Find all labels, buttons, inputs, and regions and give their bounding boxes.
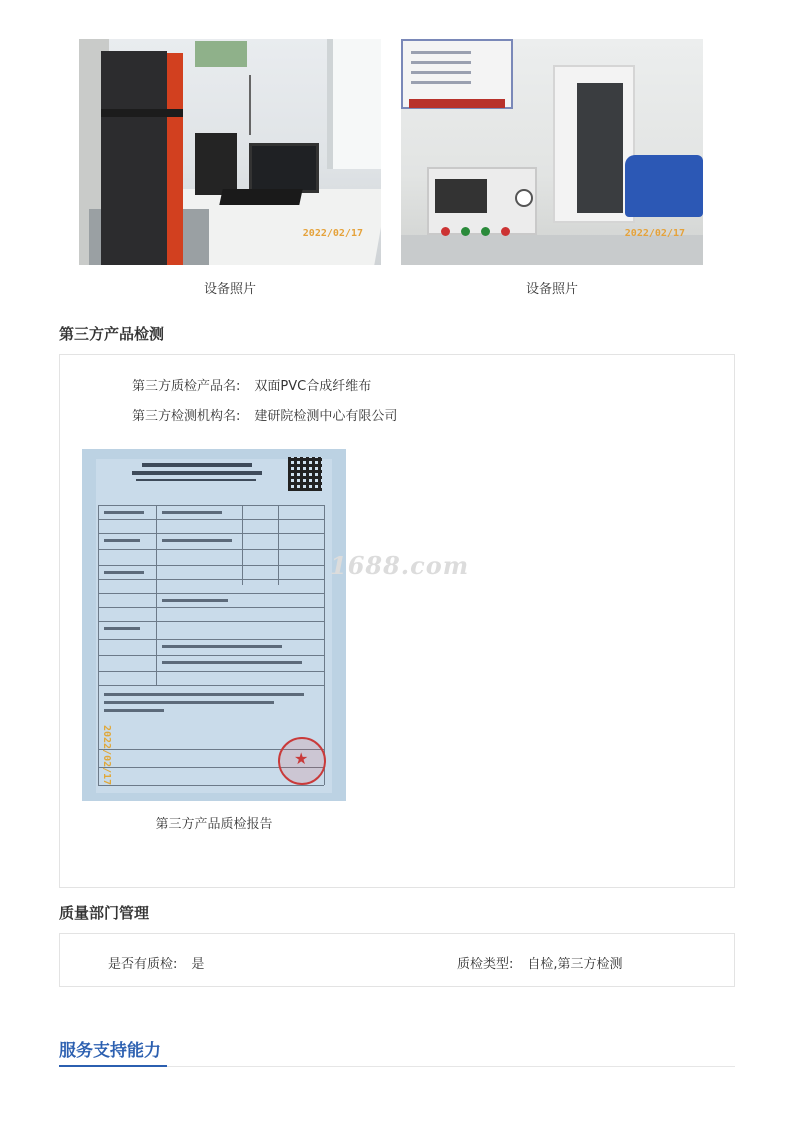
quality-section-title: 质量部门管理 (59, 904, 150, 922)
section-title-underline (59, 1065, 167, 1067)
product-name-row (132, 375, 371, 394)
service-section-title: 服务支持能力 (59, 1041, 161, 1061)
equipment-photo-row (79, 39, 703, 299)
has-qc-label: 是否有质检: (108, 957, 178, 972)
qc-type-value: 自检,第三方检测 (527, 957, 623, 972)
third-party-section-title: 第三方产品检测 (59, 325, 165, 343)
product-name-label: 第三方质检产品名: (132, 379, 241, 394)
third-party-panel (59, 354, 735, 888)
agency-value: 建研院检测中心有限公司 (254, 409, 398, 424)
agency-row (132, 405, 397, 424)
agency-label: 第三方检测机构名: (132, 409, 241, 424)
equipment-photo-card (401, 39, 703, 297)
inspection-report-caption: 第三方产品质检报告 (155, 817, 273, 832)
quality-panel (59, 933, 735, 987)
has-qc-row (108, 953, 204, 972)
photo-date-stamp: 2022/02/17 (624, 228, 685, 239)
qc-type-label: 质检类型: (457, 957, 514, 972)
equipment-photo-flame-tester[interactable] (401, 39, 703, 265)
watermark-logo: 1688.com (330, 551, 470, 580)
equipment-photo-card (79, 39, 381, 297)
product-name-value: 双面PVC合成纤维布 (254, 379, 372, 394)
inspection-report-image[interactable] (82, 449, 346, 801)
qc-type-row (457, 953, 623, 972)
equipment-photo-caption: 设备照片 (203, 282, 256, 297)
equipment-photo-caption: 设备照片 (525, 282, 578, 297)
equipment-photo-testing-machine[interactable] (79, 39, 381, 265)
has-qc-value: 是 (191, 957, 205, 972)
report-date-stamp: 2022/02/17 (101, 725, 112, 786)
photo-date-stamp: 2022/02/17 (302, 228, 363, 239)
